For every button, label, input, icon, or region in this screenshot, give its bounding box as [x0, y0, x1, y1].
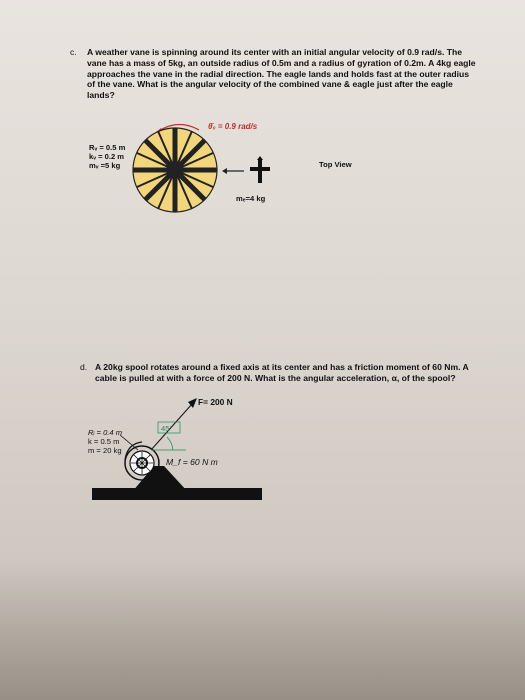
spool-gyration-label: k = 0.5 m	[88, 437, 120, 446]
vane-mass-label: mᵥ =5 kg	[89, 161, 121, 170]
force-label: F= 200 N	[198, 397, 233, 407]
radius-pointer	[120, 435, 138, 450]
problem-c-line-2: vane has a mass of 5kg, an outside radius of 0.5m and a radius of gyration of 0.2m. A 4kg eagle	[87, 57, 476, 68]
problem-d-line-1: A 20kg spool rotates around a fixed axis at its center and has a friction moment of 60 Nm. A	[95, 362, 469, 372]
problem-c-line-3: approaches the vane in the radial direction. The eagle lands and holds fast at the outer radius	[87, 68, 470, 79]
angle-label: 45°	[161, 424, 173, 433]
arrow-left-icon	[222, 168, 227, 174]
spool-mass-label: m = 20 kg	[88, 446, 122, 455]
problem-d	[80, 362, 510, 384]
vane-gyration-label: kᵥ = 0.2 m	[89, 152, 125, 161]
omega-label: θ̇₀ = 0.9 rad/s	[208, 122, 258, 131]
problem-d-line-2: cable is pulled at with a force of 200 N. What is the angular acceleration, α, of the spool?	[95, 372, 456, 383]
problem-c-line-1: A weather vane is spinning around its center with an initial angular velocity of 0.9 rad/s. The	[87, 47, 463, 57]
problem-c-line-4: of the vane. What is the angular velocity of the combined vane & eagle just after the eagle	[87, 79, 453, 90]
friction-moment-label: M_f = 60 N m	[166, 457, 218, 467]
top-view-label: Top View	[319, 160, 352, 169]
eagle-icon	[250, 156, 270, 183]
problem-c-line-5: lands?	[87, 90, 115, 101]
problem-c-letter: c.	[70, 47, 77, 57]
vane-params	[89, 143, 125, 170]
eagle-mass-label: mₑ=4 kg	[236, 194, 266, 203]
spool-radius-label: Rᵢ = 0.4 m	[88, 428, 123, 437]
problem-d-letter: d.	[80, 362, 88, 372]
ground-base	[92, 488, 262, 500]
angle-arc	[167, 437, 173, 450]
vane-radius-label: Rᵥ = 0.5 m	[89, 143, 126, 152]
spool-params	[88, 428, 122, 455]
